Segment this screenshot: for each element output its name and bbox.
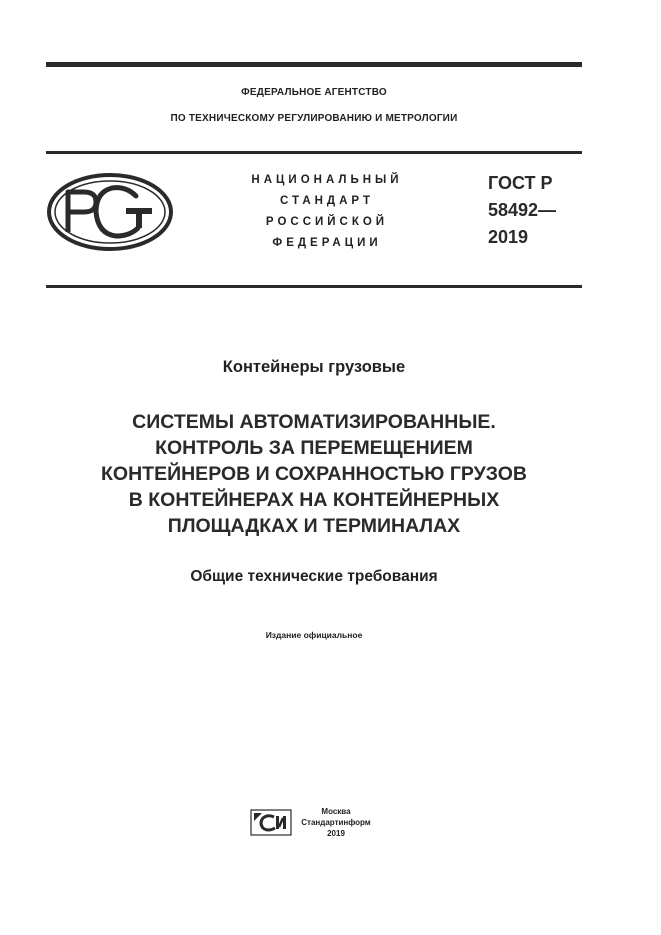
- title-line: КОНТЕЙНЕРОВ И СОХРАННОСТЬЮ ГРУЗОВ: [101, 463, 527, 485]
- rst-gost-emblem-icon: [46, 172, 174, 252]
- agency-line-2: ПО ТЕХНИЧЕСКОМУ РЕГУЛИРОВАНИЮ И МЕТРОЛОГИИ: [170, 113, 458, 124]
- publisher-city: Москва: [321, 807, 351, 816]
- publisher-block: [300, 806, 372, 839]
- title-line: СИСТЕМЫ АВТОМАТИЗИРОВАННЫЕ.: [132, 411, 496, 433]
- agency-line-1: ФЕДЕРАЛЬНОЕ АГЕНТСТВО: [241, 87, 387, 98]
- document-subtitle: Общие технические требования: [190, 568, 438, 585]
- national-line: ФЕДЕРАЦИИ: [272, 237, 382, 249]
- national-line: СТАНДАРТ: [280, 195, 374, 207]
- middle-rule: [46, 151, 582, 154]
- gost-line: 2019: [488, 227, 529, 247]
- edition-label: Издание официальное: [265, 630, 363, 640]
- national-standard-label: [218, 170, 436, 254]
- gost-line: 58492—: [488, 200, 557, 220]
- title-line: ПЛОЩАДКАХ И ТЕРМИНАЛАХ: [167, 515, 461, 537]
- title-line: В КОНТЕЙНЕРАХ НА КОНТЕЙНЕРНЫХ: [128, 489, 500, 511]
- title-line: КОНТРОЛЬ ЗА ПЕРЕМЕЩЕНИЕМ: [155, 437, 473, 459]
- standartinform-logo-icon: [250, 809, 292, 836]
- gost-number: [488, 170, 556, 251]
- publisher-name: Стандартинформ: [301, 818, 371, 827]
- bottom-rule: [46, 285, 582, 288]
- national-line: РОССИЙСКОЙ: [265, 216, 389, 228]
- gost-line: ГОСТ Р: [488, 173, 553, 193]
- document-title: [46, 409, 582, 539]
- publisher-year: 2019: [327, 829, 345, 838]
- national-line: НАЦИОНАЛЬНЫЙ: [251, 174, 403, 186]
- document-type: Контейнеры грузовые: [222, 358, 406, 376]
- top-rule: [46, 62, 582, 67]
